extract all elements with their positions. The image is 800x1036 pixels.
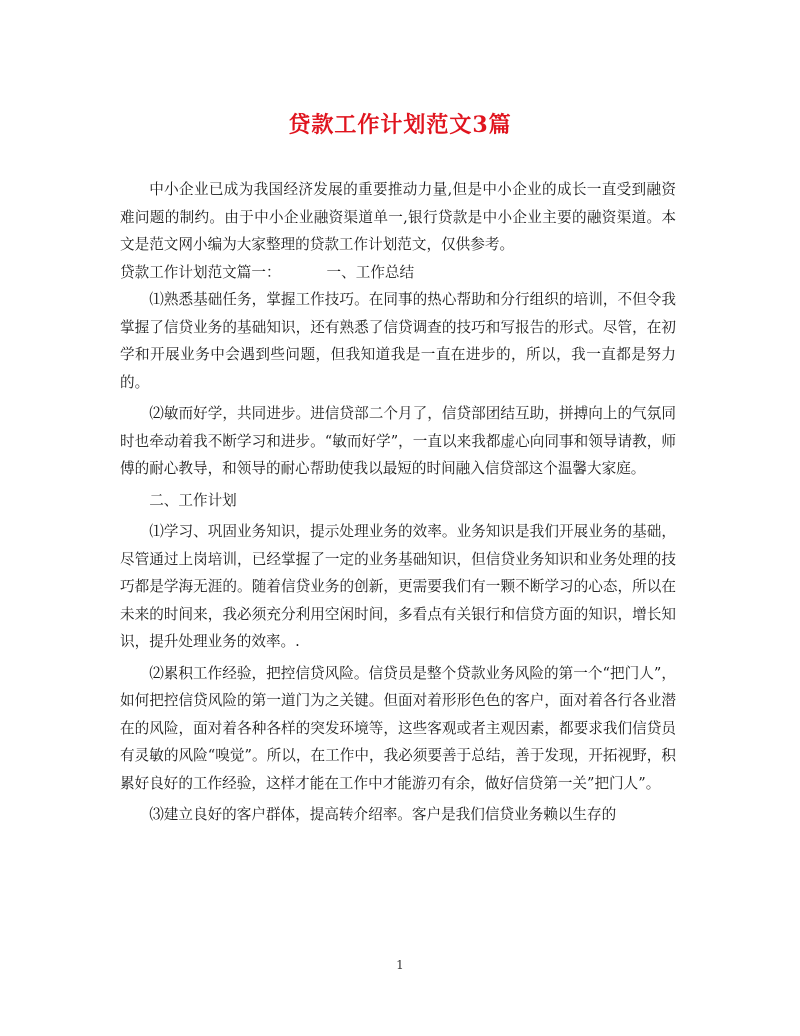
part-one-heading-line	[120, 259, 676, 287]
section-one-heading: 一、工作总结	[326, 263, 415, 281]
summary-item-1: ⑴熟悉基础任务，掌握工作技巧。在同事的热心帮助和分行组织的培训，不但令我掌握了信贷业务的基础知识，还有熟悉了信贷调查的技巧和写报告的形式。尽管，在初学和开展业务中会遇到些问题，但我知道我是一直在进步的，所以，我一直都是努力的。	[120, 291, 676, 391]
document-title: 贷款工作计划范文3篇	[288, 112, 512, 138]
part-one-label: 贷款工作计划范文篇一：	[120, 263, 281, 281]
plan-item-1: ⑴学习、巩固业务知识，提示处理业务的效率。业务知识是我们开展业务的基础，尽管通过上岗培训，已经掌握了一定的业务基础知识，但信贷业务知识和业务处理的技巧都是学海无涯的。随着信贷业务的创新，更需要我们有一颗不断学习的心态，所以在未来的时间来，我必须充分利用空闲时间，多看点有关银行和信贷方面的知识，增长知识，提升处理业务的效率。.	[120, 523, 676, 650]
section-two-heading: 二、工作计划	[149, 491, 237, 509]
intro-paragraph: 中小企业已成为我国经济发展的重要推动力量,但是中小企业的成长一直受到融资难问题的制约。由于中小企业融资渠道单一,银行贷款是中小企业主要的融资渠道。本文是范文网小编为大家整理的贷款工作计划范文，仅供参考。	[120, 181, 676, 253]
page-number: 1	[396, 958, 404, 972]
plan-item-3: ⑶建立良好的客户群体，提高转介绍率。客户是我们信贷业务赖以生存的	[149, 806, 617, 823]
summary-item-2: ⑵敏而好学，共同进步。进信贷部二个月了，信贷部团结互助，拼搏向上的气氛同时也牵动着我不断学习和进步。“敏而好学”，一直以来我都虚心向同事和领导请教，师傅的耐心教导，和领导的耐心帮助使我以最短的时间融入信贷部这个温馨大家庭。	[120, 405, 676, 477]
plan-item-2: ⑵累积工作经验，把控信贷风险。信贷员是整个贷款业务风险的第一个“把门人”，如何把控信贷风险的第一道门为之关键。但面对着形形色色的客户，面对着各行各业潜在的风险，面对着各种各样的突发环境等，这些客观或者主观因素，都要求我们信贷员有灵敏的风险“嗅觉”。所以，在工作中，我必须要善于总结，善于发现，开拓视野，积累好良好的工作经验，这样才能在工作中才能游刃有余，做好信贷第一关”把门人”。	[120, 664, 676, 792]
document-body	[120, 176, 676, 829]
